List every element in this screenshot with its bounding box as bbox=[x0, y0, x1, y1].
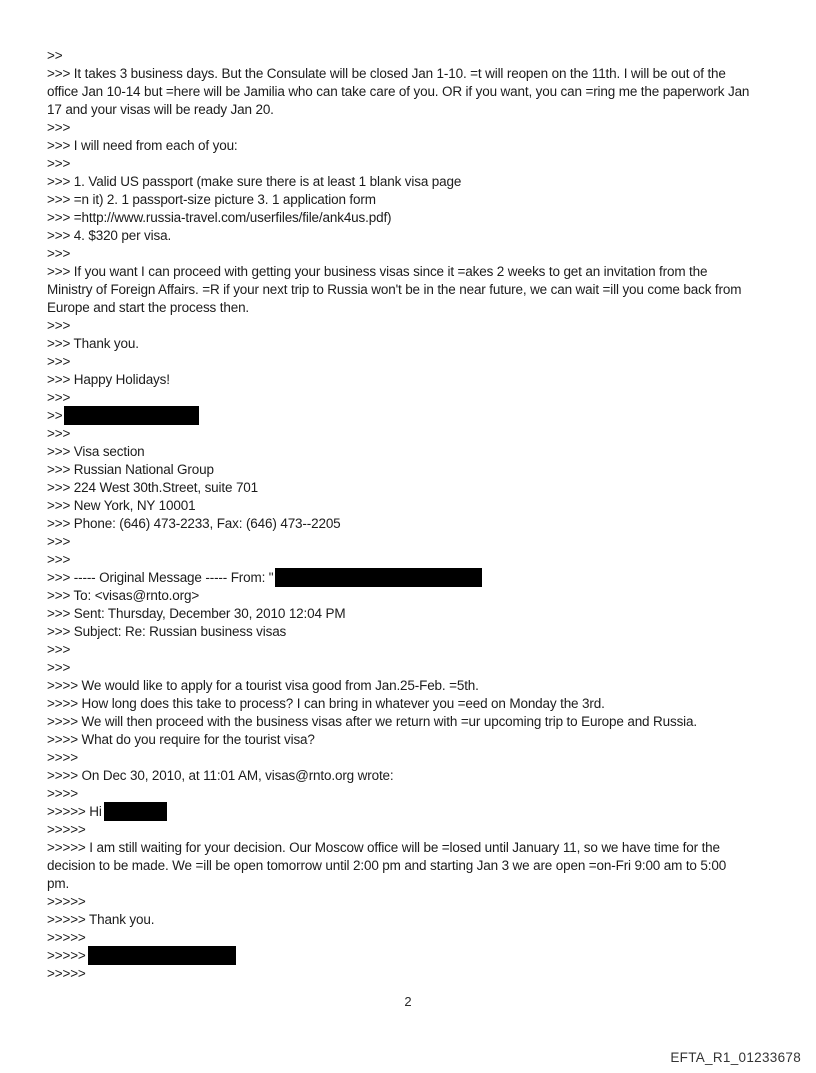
email-line-text: >>>>> bbox=[47, 966, 86, 981]
email-line-text: >>> Sent: Thursday, December 30, 2010 12:04 PM bbox=[47, 606, 346, 621]
email-line bbox=[47, 244, 787, 262]
email-line-text: >>> 1. Valid US passport (make sure there is at least 1 blank visa page bbox=[47, 174, 462, 189]
email-line bbox=[47, 946, 787, 964]
email-line bbox=[47, 658, 787, 676]
email-line bbox=[47, 766, 787, 784]
email-line-text: >>>>> bbox=[47, 822, 86, 837]
email-line-text: >>>>> I am still waiting for your decision. Our Moscow office will be =losed until January 11, so we have time for the bbox=[47, 840, 720, 855]
email-line-text: >>> Thank you. bbox=[47, 336, 139, 351]
email-line-text: >>> To: <visas@rnto.org> bbox=[47, 588, 200, 603]
email-line bbox=[47, 496, 787, 514]
email-line-text: >>> New York, NY 10001 bbox=[47, 498, 196, 513]
email-line-text: >>> bbox=[47, 246, 71, 261]
email-line bbox=[47, 118, 787, 136]
email-line bbox=[47, 802, 787, 820]
email-line-text: >>> bbox=[47, 120, 71, 135]
email-line-text: >>> I will need from each of you: bbox=[47, 138, 238, 153]
email-line-text: >>> bbox=[47, 426, 71, 441]
email-line bbox=[47, 226, 787, 244]
email-line bbox=[47, 784, 787, 802]
email-line bbox=[47, 280, 787, 298]
email-line bbox=[47, 532, 787, 550]
redaction-bar bbox=[88, 946, 236, 965]
email-line bbox=[47, 676, 787, 694]
redaction-bar bbox=[275, 568, 482, 587]
email-line-text: >>> Visa section bbox=[47, 444, 145, 459]
email-line bbox=[47, 334, 787, 352]
email-line-text: >>>>> bbox=[47, 948, 86, 963]
email-line-text: >>> Subject: Re: Russian business visas bbox=[47, 624, 287, 639]
email-line bbox=[47, 478, 787, 496]
email-line bbox=[47, 910, 787, 928]
email-line bbox=[47, 172, 787, 190]
email-line-text: >>>> We will then proceed with the business visas after we return with =ur upcoming trip to Europe and Russia. bbox=[47, 714, 697, 729]
email-line bbox=[47, 208, 787, 226]
email-line-text: >>>>> bbox=[47, 894, 86, 909]
email-line-text: >>>> We would like to apply for a tourist visa good from Jan.25-Feb. =5th. bbox=[47, 678, 479, 693]
email-line-text: >>>>> Hi bbox=[47, 804, 102, 819]
email-line bbox=[47, 874, 787, 892]
email-line-text: >>> Russian National Group bbox=[47, 462, 214, 477]
email-line-text: >>> 224 West 30th.Street, suite 701 bbox=[47, 480, 259, 495]
email-line bbox=[47, 964, 787, 982]
email-line-text: >> bbox=[47, 48, 63, 63]
email-line bbox=[47, 442, 787, 460]
email-line bbox=[47, 856, 787, 874]
email-line-text: >>> It takes 3 business days. But the Consulate will be closed Jan 1-10. =t will reopen on the 11th. I will be out of the bbox=[47, 66, 726, 81]
email-line bbox=[47, 136, 787, 154]
email-line-text: >>> bbox=[47, 318, 71, 333]
email-line bbox=[47, 622, 787, 640]
email-line bbox=[47, 298, 787, 316]
email-line bbox=[47, 514, 787, 532]
email-line bbox=[47, 82, 787, 100]
email-line bbox=[47, 694, 787, 712]
email-line bbox=[47, 352, 787, 370]
email-line-text: >>> =http://www.russia-travel.com/userfiles/file/ank4us.pdf) bbox=[47, 210, 392, 225]
email-line bbox=[47, 406, 787, 424]
email-line bbox=[47, 154, 787, 172]
email-line-text: office Jan 10-14 but =here will be Jamilia who can take care of you. OR if you want, you can =ring me the paperwork Jan bbox=[47, 84, 750, 99]
email-line bbox=[47, 46, 787, 64]
email-line-text: >>> =n it) 2. 1 passport-size picture 3. 1 application form bbox=[47, 192, 376, 207]
email-line bbox=[47, 820, 787, 838]
email-line bbox=[47, 586, 787, 604]
email-line bbox=[47, 730, 787, 748]
email-line bbox=[47, 748, 787, 766]
email-line bbox=[47, 316, 787, 334]
email-quoted-text bbox=[47, 46, 787, 982]
email-line-text: >>>>> Thank you. bbox=[47, 912, 155, 927]
email-line-text: >>>> bbox=[47, 786, 78, 801]
email-line bbox=[47, 100, 787, 118]
email-line-text: >>> bbox=[47, 552, 71, 567]
email-line-text: >>>> On Dec 30, 2010, at 11:01 AM, visas@rnto.org wrote: bbox=[47, 768, 394, 783]
email-line bbox=[47, 838, 787, 856]
email-line-text: >>> Happy Holidays! bbox=[47, 372, 170, 387]
email-line bbox=[47, 712, 787, 730]
email-line bbox=[47, 892, 787, 910]
email-line bbox=[47, 568, 787, 586]
bates-number: EFTA_R1_01233678 bbox=[670, 1050, 801, 1065]
email-line-text: >>> bbox=[47, 390, 71, 405]
email-line-text: >>>> What do you require for the tourist visa? bbox=[47, 732, 315, 747]
email-line-text: >>> bbox=[47, 156, 71, 171]
email-line bbox=[47, 64, 787, 82]
email-line-text: >>>> How long does this take to process? I can bring in whatever you =eed on Monday the 3rd. bbox=[47, 696, 605, 711]
email-line bbox=[47, 262, 787, 280]
email-line bbox=[47, 928, 787, 946]
email-line-text: >>> bbox=[47, 354, 71, 369]
email-line-text: pm. bbox=[47, 876, 70, 891]
email-line bbox=[47, 550, 787, 568]
email-line-text: >>> bbox=[47, 534, 71, 549]
email-line-text: decision to be made. We =ill be open tomorrow until 2:00 pm and starting Jan 3 we are open =on-Fri 9:00 am to 5:00 bbox=[47, 858, 727, 873]
email-line bbox=[47, 640, 787, 658]
redaction-bar bbox=[104, 802, 167, 821]
email-line-text: Europe and start the process then. bbox=[47, 300, 250, 315]
email-line-text: >>> Phone: (646) 473-2233, Fax: (646) 473--2205 bbox=[47, 516, 341, 531]
email-line bbox=[47, 370, 787, 388]
email-line-text: >>> If you want I can proceed with getting your business visas since it =akes 2 weeks to get an invitation from the bbox=[47, 264, 708, 279]
email-line bbox=[47, 424, 787, 442]
email-line-text: 17 and your visas will be ready Jan 20. bbox=[47, 102, 274, 117]
email-line-text: >>>>> bbox=[47, 930, 86, 945]
email-line-text: >>> 4. $320 per visa. bbox=[47, 228, 172, 243]
email-line-text: >>> bbox=[47, 660, 71, 675]
email-line-text: >>> ----- Original Message ----- From: " bbox=[47, 570, 274, 585]
page-number: 2 bbox=[404, 994, 412, 1009]
email-line-text: >>>> bbox=[47, 750, 78, 765]
redaction-bar bbox=[64, 406, 199, 425]
email-line-text: >> bbox=[47, 408, 63, 423]
email-line bbox=[47, 388, 787, 406]
email-line-text: Ministry of Foreign Affairs. =R if your next trip to Russia won't be in the near future, we can wait =ill you come back from bbox=[47, 282, 742, 297]
email-line bbox=[47, 604, 787, 622]
email-line bbox=[47, 460, 787, 478]
email-line bbox=[47, 190, 787, 208]
email-line-text: >>> bbox=[47, 642, 71, 657]
